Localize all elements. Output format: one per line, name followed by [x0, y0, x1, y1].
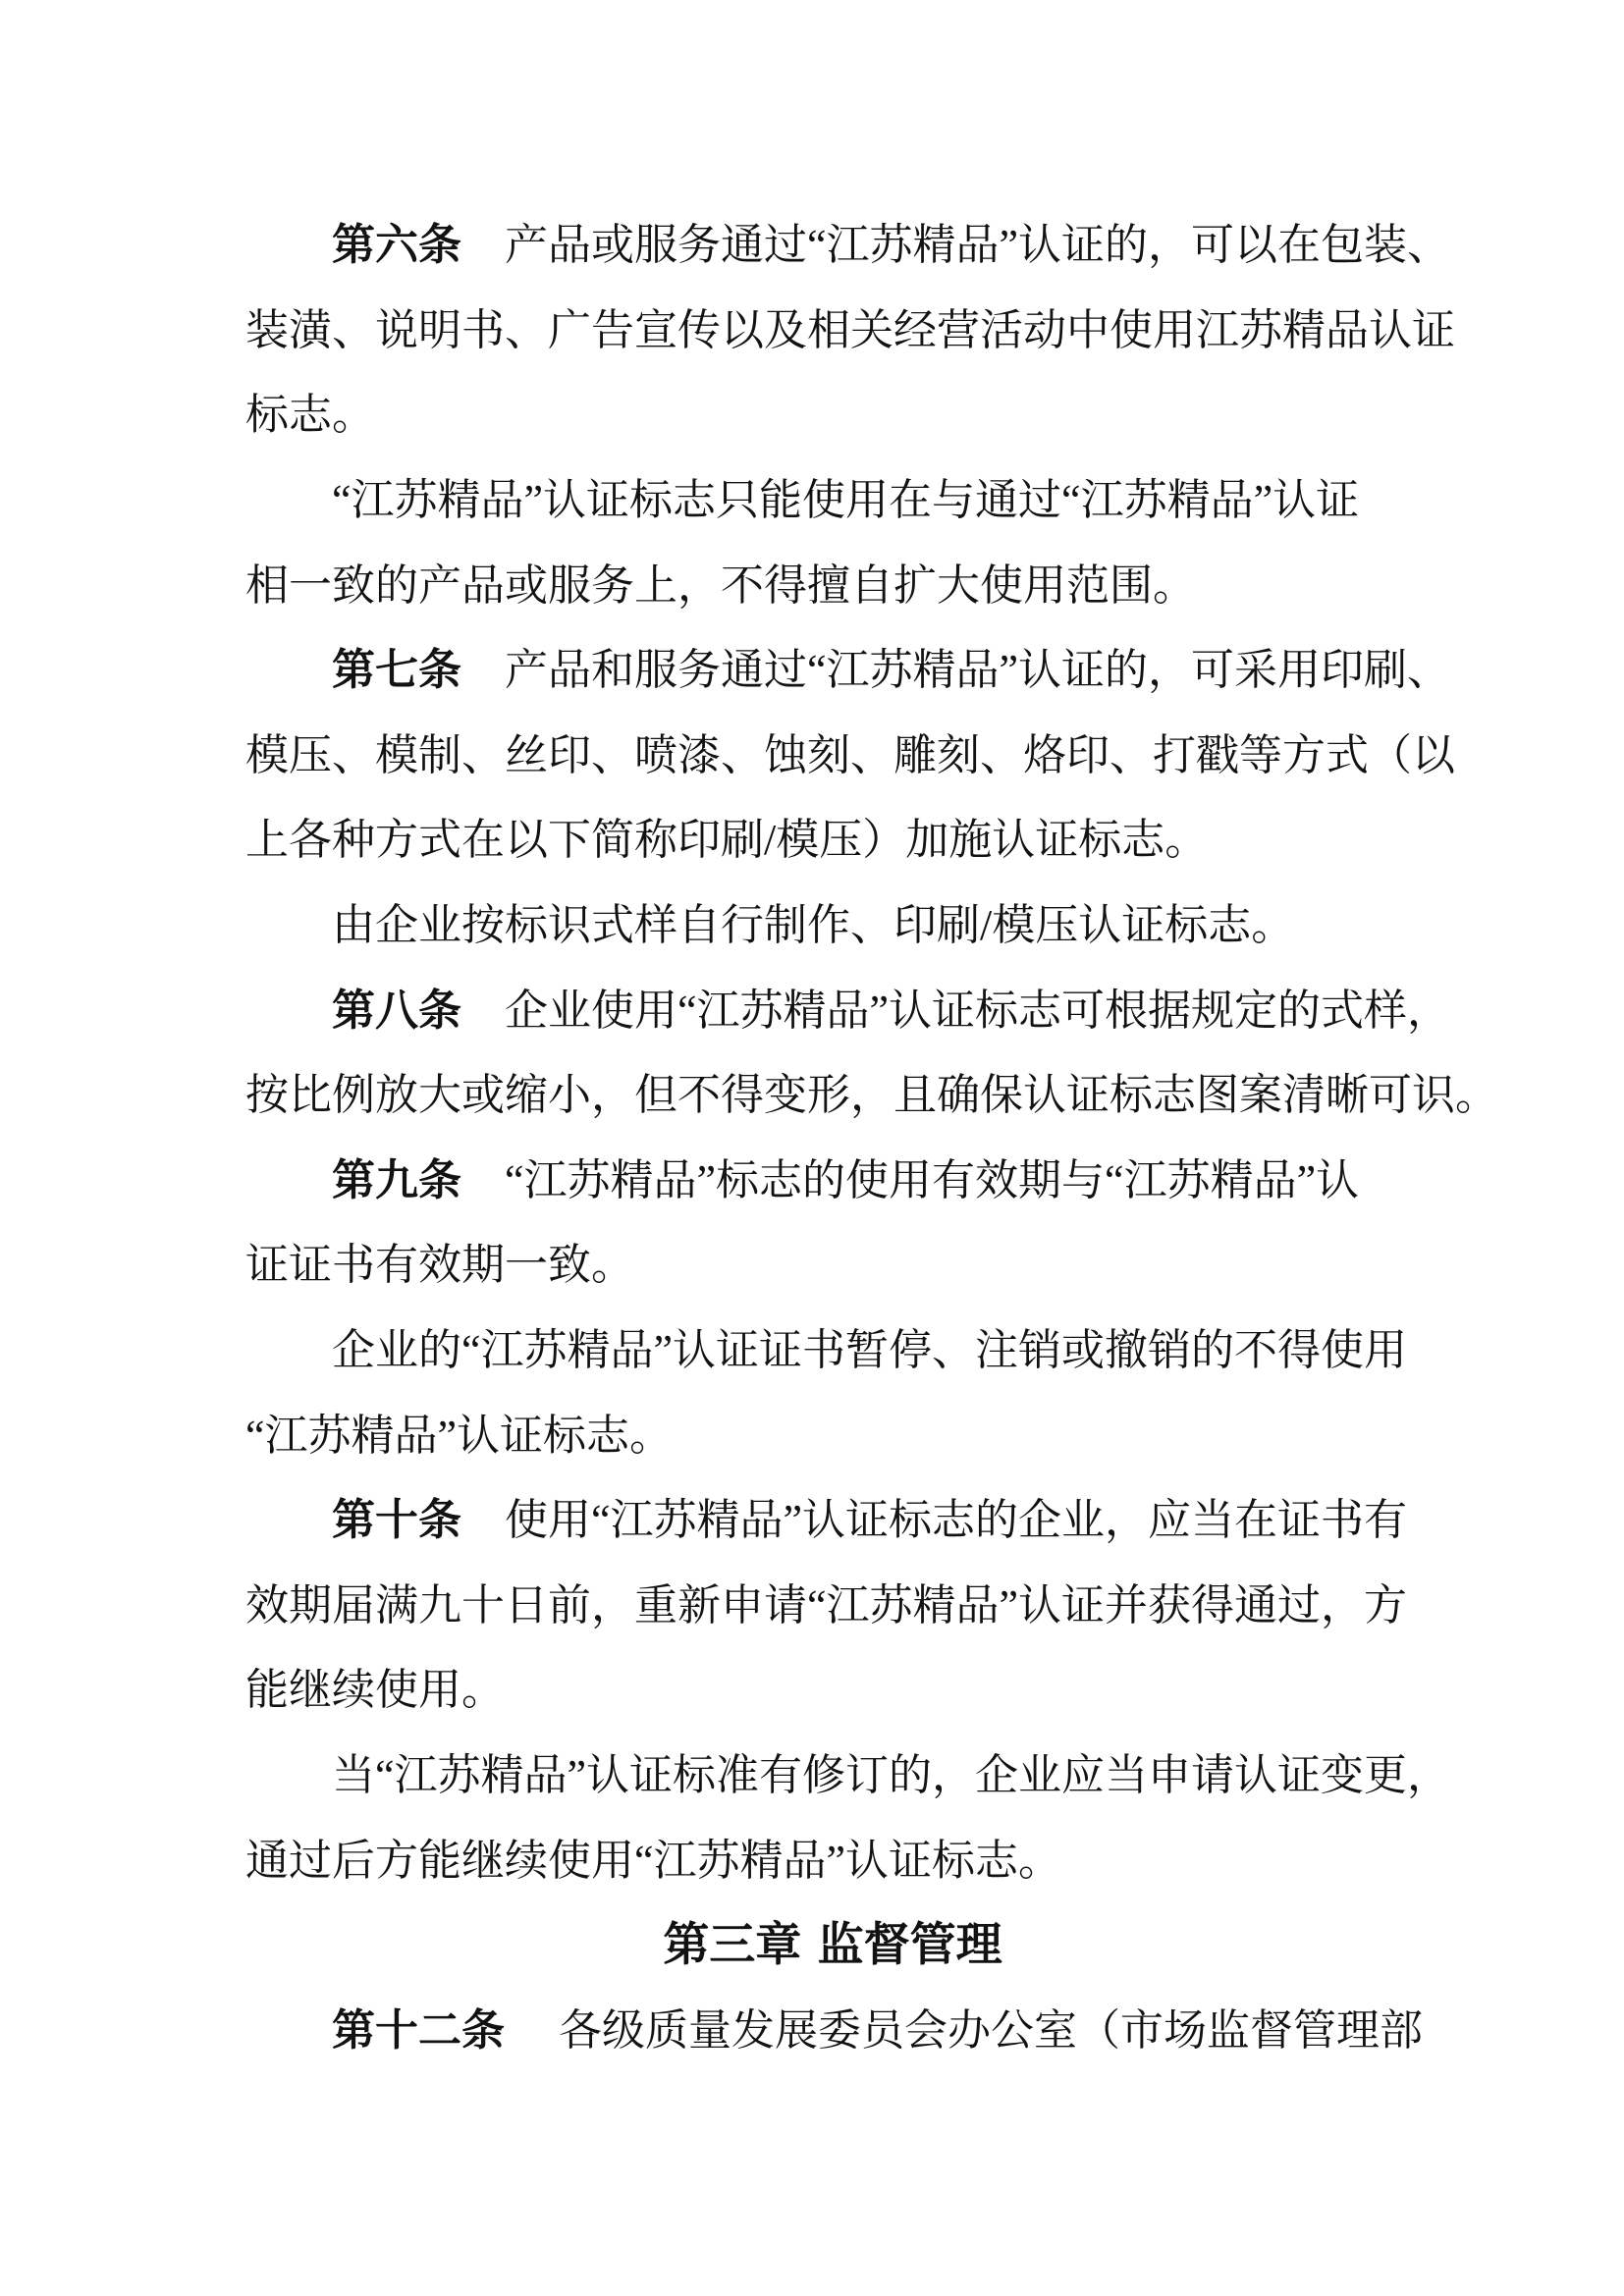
chapter-heading-text: 第三章 监督管理 [663, 1917, 1002, 1972]
body-text: 装潢、说明书、广告宣传以及相关经营活动中使用江苏精品认证 [245, 305, 1455, 354]
document-line [245, 368, 1420, 454]
body-text: “江苏精品”认证标志。 [245, 1411, 674, 1460]
document-line [245, 879, 1420, 964]
document-line [245, 1729, 1451, 1814]
body-text: 相一致的产品或服务上，不得擅自扩大使用范围。 [245, 561, 1196, 610]
body-text: 标志。 [245, 391, 375, 440]
document-line [245, 198, 1451, 284]
document-line [245, 1134, 1420, 1219]
article-number: 第十二条 [332, 2004, 505, 2056]
document-line [245, 1643, 1420, 1729]
body-text: 上各种方式在以下简称印刷/模压）加施认证标志。 [245, 816, 1209, 865]
chapter-heading [245, 1898, 1420, 1984]
document-content [245, 198, 1498, 2068]
article-number: 第十条 [332, 1495, 461, 1546]
body-text: “江苏精品”认证标志只能使用在与通过“江苏精品”认证 [332, 476, 1360, 525]
body-text: 能继续使用。 [245, 1666, 505, 1715]
body-text: 各级质量发展委员会办公室（市场监督管理部 [505, 2005, 1423, 2055]
document-line [245, 623, 1451, 709]
document-line [245, 793, 1420, 879]
document-line [245, 1388, 1420, 1473]
article-number: 第七条 [332, 645, 461, 696]
body-text: “江苏精品”标志的使用有效期与“江苏精品”认 [461, 1155, 1360, 1204]
body-text: 通过后方能继续使用“江苏精品”认证标志。 [245, 1836, 1062, 1885]
body-text: 按比例放大或缩小，但不得变形，且确保认证标志图案清晰可识。 [245, 1071, 1498, 1120]
document-line [245, 284, 1455, 369]
body-text: 企业使用“江苏精品”认证标志可根据规定的式样， [461, 986, 1451, 1035]
article-number: 第六条 [332, 220, 461, 271]
body-text: 产品和服务通过“江苏精品”认证的，可采用印刷、 [461, 646, 1451, 695]
body-text: 模压、模制、丝印、喷漆、蚀刻、雕刻、烙印、打戳等方式（以 [245, 730, 1455, 779]
document-line [245, 1304, 1420, 1389]
body-text: 当“江苏精品”认证标准有修订的，企业应当申请认证变更， [332, 1750, 1451, 1799]
document-line [245, 1473, 1420, 1559]
document-line [245, 1559, 1420, 1644]
body-text: 产品或服务通过“江苏精品”认证的，可以在包装、 [461, 221, 1451, 270]
document-line [245, 454, 1420, 539]
article-number: 第九条 [332, 1154, 461, 1205]
article-number: 第八条 [332, 985, 461, 1036]
document-line [245, 1048, 1498, 1134]
document-line [245, 963, 1451, 1048]
body-text: 由企业按标识式样自行制作、印刷/模压认证标志。 [332, 901, 1295, 950]
document-line [245, 709, 1455, 794]
body-text: 证证书有效期一致。 [245, 1241, 634, 1290]
body-text: 企业的“江苏精品”认证证书暂停、注销或撤销的不得使用 [332, 1326, 1408, 1375]
document-line [245, 1983, 1423, 2068]
document-line [245, 538, 1420, 623]
document-line [245, 1813, 1420, 1898]
body-text: 效期届满九十日前，重新申请“江苏精品”认证并获得通过，方 [245, 1580, 1408, 1629]
document-line [245, 1218, 1420, 1304]
body-text: 使用“江苏精品”认证标志的企业，应当在证书有 [461, 1496, 1408, 1545]
